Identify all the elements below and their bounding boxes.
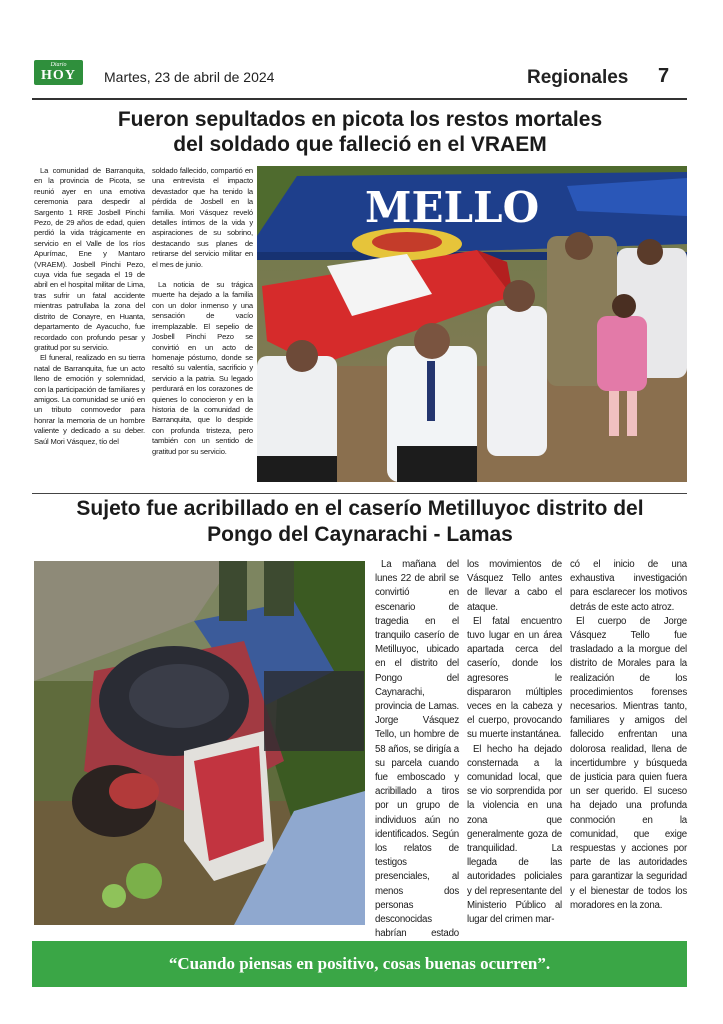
article1-paragraph: La noticia de su trágica muerte ha dejado a la familia con un dolor inmenso y una sensación de vacío irremplazable. El sepelio de Josbell Pinchi Pezo se convirtió en un acto de homenaje póstumo, donde se resaltó su valentía, sacrificio y servicio a la patria. Su legado perdurará en los corazones de quienes lo conocieron y en la historia de la comunidad de Barranquita, que lo despide con profunda tristeza, pero también con un sentido de gratitud por su servicio. (152, 280, 253, 456)
article2-column-1 (375, 558, 459, 956)
article2-column-2 (467, 558, 562, 927)
article1-headline-line1: Fueron sepultados en picota los restos mortales (117, 108, 603, 131)
page-number: 7 (658, 65, 670, 87)
article2-paragraph: có el inicio de una exhaustiva investigación para esclarecer los motivos detrás de este acto atroz. (570, 559, 687, 613)
quote-text: “Cuando piensas en positivo, cosas buenas ocurren”. (168, 954, 551, 973)
article2-paragraph: El fatal encuentro tuvo lugar en un área apartada cerca del caserío, donde los agresores le dispararon múltiples veces en la cabeza y el cuerpo, provocando su muerte instantánea. (467, 615, 562, 741)
funeral-photo (257, 166, 687, 482)
newspaper-logo (34, 60, 83, 85)
article1-column-2 (152, 166, 253, 457)
article2-paragraph: El cuerpo de Jorge Vásquez Tello fue trasladado a la morgue del distrito de Morales para la realización de los procedimientos forenses necesarios. Mientras tanto, familiares y amigos del fallecido enfrentan una dolorosa realidad, llena de incertidumbre y búsqueda de justicia para quien fuera un ser querido. El suceso ha dejado una profunda conmoción en la comunidad, que exige respuestas y acciones por parte de las autoridades para garantizar la seguridad y el bienestar de todos los moradores en la zona. (570, 615, 687, 911)
publication-date: Martes, 23 de abril de 2024 (104, 69, 275, 85)
article-divider (32, 493, 687, 494)
article2-paragraph: El hecho ha dejado consternada a la comunidad local, que se vio sorprendida por la violencia en una zona que generalmente goza de tranquilidad. La llegada de las autoridades policiales y del representante del Ministerio Público al lugar del crimen mar- (467, 743, 562, 926)
article2-headline (40, 496, 680, 548)
funeral-photo-illustration (257, 166, 687, 482)
crime-scene-photo-illustration (34, 561, 365, 925)
article2-headline-line1: Sujeto fue acribillado en el caserío Metilluyoc distrito del (76, 497, 644, 520)
article1-paragraph: La comunidad de Barranquita, en la provincia de Picota, se reunió ayer en una emotiva ceremonia para despedir al Sargento 1 RRE Josbell Pinchi Pezo, de 29 años de edad, quien perdió la vida trágicamente en servicio en el Valle de los ríos Apurímac, Ene y Mantaro (VRAEM). Josbell Pinchi Pezo, cuya vida fue segada el 19 de abril en el hospital militar de Lima, tras sufrir un fatal accidente mientras patrullaba la zona del distrito de Conayre, en Huanta, departamento de Ayacucho, fue recordado con profundo pesar y gratitud por su servicio. (34, 166, 145, 352)
photo-banner-text: MELLO (365, 183, 540, 232)
section-title: Regionales (527, 67, 629, 88)
article1-headline (60, 107, 660, 157)
header-divider (32, 98, 687, 100)
article2-column-3 (570, 558, 687, 913)
article2-paragraph: La mañana del lunes 22 de abril se convirtió en escenario de tragedia en el tranquilo caserío de Metilluyoc, ubicado en el distrito del Pongo del Caynarachi, provincia de Lamas. Jorge Vásquez Tello, un hombre de 58 años, se dirigía a su parcela cuando fue emboscado y acribillado a tiros por un grupo de individuos aún no identificados. Según los relatos de testigos presenciales, al menos dos personas desconocidas habrían estado (375, 559, 459, 940)
crime-scene-photo (34, 561, 365, 925)
article2-headline-line2: Pongo del Caynarachi - Lamas (207, 523, 513, 546)
article1-column-1 (34, 166, 145, 447)
article2-paragraph: los movimientos de Vásquez Tello antes de llevar a cabo el ataque. (467, 559, 562, 613)
article1-headline-line2: del soldado que falleció en el VRAEM (173, 133, 547, 156)
logo-small-text: Diario (50, 62, 67, 68)
article1-paragraph: soldado fallecido, compartió en una entrevista el impacto devastador que ha tenido la pérdida de Josbell en la familia. Mori Vásquez reveló detalles íntimos de la vida y aspiraciones de su sobrino, destacando sus planes de retirarse del servicio militar en el mes de junio. (152, 166, 253, 269)
article1-paragraph: El funeral, realizado en su tierra natal de Barranquita, fue un acto lleno de emoción y solemnidad, con la participación de familiares y amigos. La comunidad se unió en un tributo conmovedor para honrar la memoria de un hombre valiente y dedicado a su deber. Saúl Mori Vásquez, tío del (34, 353, 145, 446)
logo-main-text: HOY (41, 68, 76, 83)
